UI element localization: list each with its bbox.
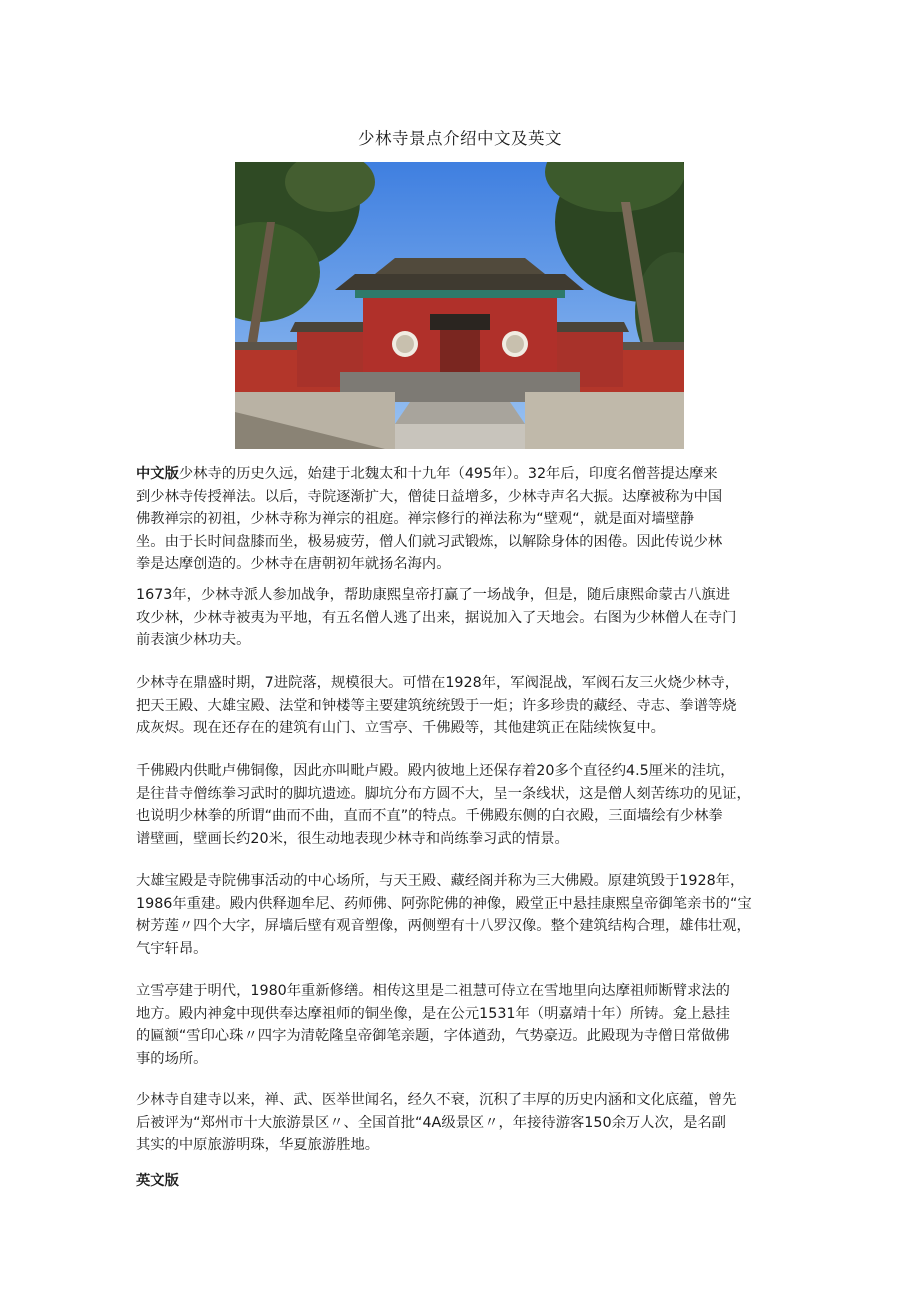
paragraph-line (136, 463, 792, 486)
paragraph-line: 千佛殿内供毗卢佛铜像，因此亦叫毗卢殿。殿内彼地上还保存着20多个直径约4.5厘米的洼坑， (136, 763, 735, 779)
paragraph-lixue-pavilion (136, 980, 792, 1070)
paragraph-thousand-buddha-hall (136, 760, 792, 850)
paragraph-line: 地方。殿内神龛中现供奉达摩祖师的铜坐像，是在公元1531年（明嘉靖十年）所铸。龛上悬挂 (136, 1005, 730, 1022)
paragraph-line: 拳是达摩创造的。少林寺在唐朝初年就扬名海内。 (136, 556, 451, 573)
paragraph-line: 气宇轩昂。 (136, 940, 208, 957)
paragraph-line: 是往昔寺僧练拳习武时的脚坑遗迹。脚坑分布方圆不大，呈一条线状，这是僧人刻苦练功的见证， (136, 785, 751, 802)
english-version-heading: 英文版 (136, 1173, 179, 1189)
paragraph-line: 1673年，少林寺派人参加战争，帮助康熙皇帝打赢了一场战争，但是，随后康熙命蒙古八旗进 (136, 587, 730, 603)
paragraph-line: 攻少林，少林寺被夷为平地，有五名僧人逃了出来，据说加入了天地会。右图为少林僧人在寺门 (136, 609, 737, 626)
paragraph-line: 树芳莲〃四个大字，屏墙后壁有观音塑像，两侧塑有十八罗汉像。整个建筑结构合理，雄伟壮观， (136, 918, 751, 935)
line-text: 少林寺的历史久远，始建于北魏太和十九年（495年）。32年后，印度名僧菩提达摩来 (178, 466, 718, 482)
paragraph-mahavira-hall (136, 870, 792, 960)
paragraph-line: 把天王殿、大雄宝殿、法堂和钟楼等主要建筑统统毁于一炬；许多珍贵的藏经、寺志、拳谱等烧 (136, 697, 737, 714)
paragraph-line: 少林寺自建寺以来，禅、武、医举世闻名，经久不衰，沉积了丰厚的历史内涵和文化底蕴，曾先 (136, 1092, 737, 1108)
paragraph-line: 事的场所。 (136, 1050, 208, 1067)
paragraph-line: 少林寺在鼎盛时期，7进院落，规模很大。可惜在1928年，军阀混战，军阀石友三火烧少林寺， (136, 675, 740, 691)
paragraph-line: 其实的中原旅游明珠，华夏旅游胜地。 (136, 1137, 380, 1154)
paragraph-line: 1986年重建。殿内供释迦牟尼、药师佛、阿弥陀佛的神像，殿堂正中悬挂康熙皇帝御笔亲书的“宝 (136, 895, 752, 912)
paragraph-line: 前表演少林功夫。 (136, 632, 251, 649)
paragraph-line: 佛教禅宗的初祖，少林寺称为禅宗的祖庭。禅宗修行的禅法称为“壁观“，就是面对墙壁静 (136, 511, 695, 528)
paragraph-line: 立雪亭建于明代，1980年重新修缮。相传这里是二祖慧可侍立在雪地里向达摩祖师断臂求法的 (136, 983, 730, 999)
paragraph-line: 也说明少林拳的所谓“曲而不曲，直而不直”的特点。千佛殿东侧的白衣殿，三面墙绘有少林拳 (136, 808, 723, 825)
paragraph-line: 的匾额“雪印心珠〃四字为清乾隆皇帝御笔亲题，字体遒劲，气势豪迈。此殿现为寺僧日常做佛 (136, 1028, 730, 1045)
paragraph-line: 成灰烬。现在还存在的建筑有山门、立雪亭、千佛殿等，其他建筑正在陆续恢复中。 (136, 720, 665, 737)
paragraph-reputation (136, 1089, 792, 1157)
paragraph-line: 大雄宝殿是寺院佛事活动的中心场所，与天王殿、藏经阁并称为三大佛殿。原建筑毁于1928年， (136, 873, 745, 889)
paragraph-line: 到少林寺传授禅法。以后，寺院逐渐扩大，僧徒日益增多，少林寺声名大振。达摩被称为中国 (136, 488, 723, 505)
paragraph-1673 (136, 584, 792, 652)
temple-photo (235, 162, 684, 449)
paragraph-peak-period (136, 672, 792, 740)
document-title: 少林寺景点介绍中文及英文 (358, 129, 562, 148)
paragraph-line: 坐。由于长时间盘膝而坐，极易疲劳，僧人们就习武锻炼，以解除身体的困倦。因此传说少林 (136, 533, 723, 550)
chinese-version-label: 中文版 (136, 466, 179, 482)
paragraph-line: 后被评为“郑州市十大旅游景区〃、全国首批“4A级景区〃，年接待游客150余万人次，是名副 (136, 1114, 726, 1131)
paragraph-line: 谱壁画，壁画长约20米，很生动地表现少林寺和尚练拳习武的情景。 (136, 830, 569, 847)
paragraph-intro (136, 463, 792, 576)
